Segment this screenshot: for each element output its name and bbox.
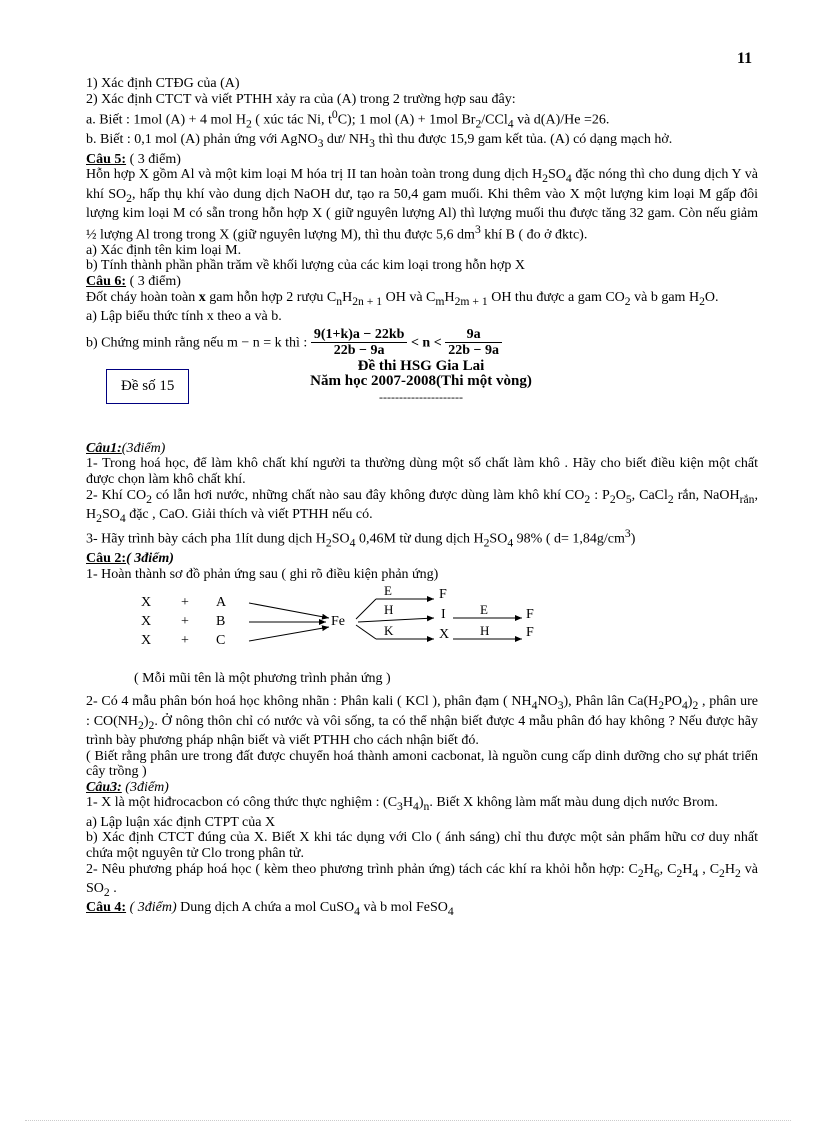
line: a. Biết : 1mol (A) + 4 mol $H_2$ ( xúc tác Ni, $t^0C$); 1 mol (A) + 1mol $Br_2/CCl_4$ và d(A)/He =26. — [86, 108, 610, 131]
line: 1) Xác định CTĐG của (A) — [86, 76, 240, 91]
line: a) Xác định tên kim loại M. — [86, 242, 242, 258]
question-heading: Câu 5: ( 3 điểm) — [86, 151, 181, 167]
question-heading: Câu 2:( 3điểm) — [86, 551, 174, 567]
page-number: 11 — [737, 50, 753, 67]
question-title: Câu 2: — [86, 551, 127, 567]
exam-year: Năm học 2007-2008(Thi một vòng) — [310, 373, 532, 390]
question-title: Câu1: — [86, 440, 122, 456]
line: 1- Hoàn thành sơ đồ phản ứng sau ( ghi rõ điều kiện phản ứng) — [86, 567, 439, 582]
line: a) Lập luận xác định CTPT của X — [86, 814, 276, 830]
line: ( Mỗi mũi tên là một phương trình phản ứng ) — [134, 670, 391, 686]
exam-header — [86, 359, 758, 435]
question-title: Câu 4: — [86, 900, 127, 916]
scheme-arrows — [86, 587, 586, 665]
question-heading: Câu 6: ( 3 điểm) — [86, 274, 181, 290]
paragraph: 3- Hãy trình bày cách pha 1lít dung dịch $H_2SO_4$ 0,46M từ dung dịch $H_2SO_4$ 98% ( $d= 1,84g/cm^3$) — [86, 527, 636, 550]
exam-title: Đề thi HSG Gia Lai — [357, 357, 485, 374]
paragraph: Đốt cháy hoàn toàn x gam hỗn hợp 2 rượu $C_nH_{2n + 1}$ OH và $C_mH_{2m + 1}$ OH thu được a gam $CO_2$ và b gam $H_2O$. — [86, 289, 719, 308]
question-heading: Câu1:(3điểm) — [86, 440, 166, 456]
paragraph: 1- Trong hoá học, để làm khô chất khí người ta thường dùng một số chất làm khô . Hãy cho biết điều kiện một chất được chọn làm khô chất khí. — [86, 456, 758, 487]
reaction-scheme: X + A X + B X + C Fe E H K F I X E H F F — [86, 587, 758, 665]
question-title: Câu3: — [86, 779, 122, 795]
paragraph: Hỗn hợp X gồm Al và một kim loại M hóa trị II tan hoàn toàn trong dung dịch $H_2SO_4$ đặc nóng thì cho dung dịch Y và khí $SO_2$, hấp thụ khí vào dung dịch NaOH dư, tạo ra 50,4 gam muối. Khi thêm vào X một lượng kim loại M gấp đôi lượng kim loại M có sẵn trong hỗn hợp X ( giữ nguyên lượng Al) thì lượng muối thu được tăng 32 gam. Còn nếu giảm ½ lượng Al trong trong X (giữ nguyên lượng M), thì thu được 5,6 $dm^3$ khí B ( đo ở đktc). — [86, 167, 758, 243]
line: b) Tính thành phần phần trăm về khối lượng của các kim loại trong hỗn hợp X — [86, 258, 525, 274]
divider: --------------------- — [379, 389, 463, 404]
question-title: Câu 6: — [86, 274, 127, 290]
exam-number-box: Đề số 15 — [106, 369, 189, 405]
page-bottom-divider — [25, 1120, 791, 1121]
question-title: Câu 5: — [86, 151, 127, 167]
fraction-right: $\frac{9a}{22b - 9a}$ — [445, 327, 502, 359]
line: 2) Xác định CTCT và viết PTHH xảy ra của (A) trong 2 trường hợp sau đây: — [86, 91, 516, 107]
document-body — [86, 76, 758, 920]
paragraph: 2- Có 4 mẫu phân bón hoá học không nhãn : Phân kali ( KCl ), phân đạm ( $NH_4NO_3$), Phân lân $Ca(H_2PO_4)_2$ , phân ure : $CO(NH_2)_2$. Ở nông thôn chỉ có nước và vôi sống, ta có thể nhận biết được 4 mẫu phân đó hay không ? Nếu được hãy trình bày phương pháp nhận biết và viết PTHH cho cách nhận biết đó. — [86, 694, 759, 748]
fraction-left: $\frac{9(1+k)a - 22kb}{22b - 9a}$ — [311, 327, 408, 359]
paragraph: b) Xác định CTCT đúng của X. Biết X khi tác dụng với Clo ( ánh sáng) chỉ thu được một sản phẩm hữu cơ duy nhất chứa một nguyên tử Clo trong phân tử. — [86, 830, 758, 861]
paragraph: 1- X là một hiđrocacbon có công thức thực nghiệm : $(C_3H_4)_n$. Biết X không làm mất màu dung dịch nước Brom. — [86, 795, 719, 814]
inequality-line: b) Chứng minh rằng nếu m − n = k thì : $\frac{9(1+k)a - 22kb}{22b - 9a}$ < n < $\frac{9a}{22b - 9a}$ — [86, 327, 758, 359]
paragraph: 2- Khí $CO_2$ có lẫn hơi nước, những chất nào sau đây không được dùng làm khô khí $CO_2$ : $P_2O_5$, CaCl$_2$ rắn, NaOH$_{rắn}$, $H_2SO_4$ đặc , CaO. Giải thích và viết PTHH nếu có. — [86, 487, 758, 525]
line: b. Biết : 0,1 mol (A) phản ứng với AgNO$_3$ dư/ $NH_3$ thì thu được 15,9 gam kết tủa. (A) có dạng mạch hở. — [86, 132, 673, 151]
paragraph: ( Biết rằng phân ure trong đất được chuyển hoá thành amoni cacbonat, là nguồn cung cấp dinh dưỡng cho sự phát triển cây trồng ) — [86, 748, 758, 780]
question-heading: Câu 4: ( 3điểm) Dung dịch A chứa a mol CuSO$_4$ và b mol FeSO$_4$ — [86, 900, 454, 919]
line: a) Lập biểu thức tính x theo a và b. — [86, 309, 282, 325]
question-heading: Câu3: (3điểm) — [86, 779, 169, 795]
paragraph: 2- Nêu phương pháp hoá học ( kèm theo phương trình phản ứng) tách các khí ra khỏi hỗn hợp: $C_2H_6$, $C_2H_4$ , $C_2H_2$ và $SO_2$ . — [86, 861, 758, 899]
